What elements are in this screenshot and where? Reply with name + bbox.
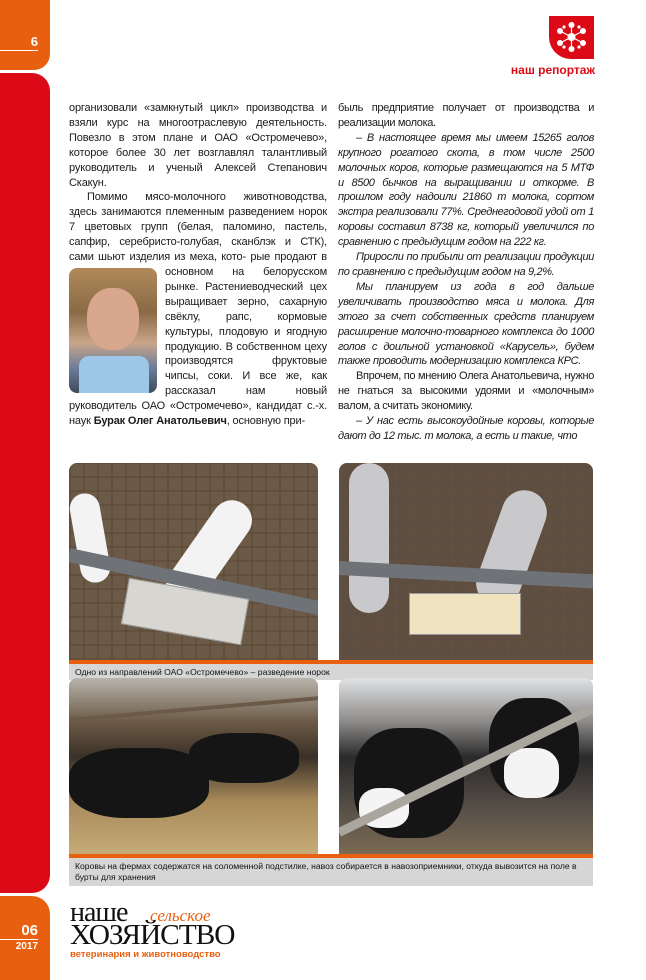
photo-caption-minks: Одно из направлений ОАО «Остромечево» – разведение норок (69, 664, 593, 680)
quote-paragraph: Мы планируем из года в год дальше увеличивать производство мяса и молока. Для этого за счет собственных средств планируем расширение молочно-товарного комплекса до 1000 голов с доильной установкой «Карусель», будем также проводить модернизацию комплекса КРС. (338, 280, 594, 368)
quote-paragraph: – В настоящее время мы имеем 15265 голов крупного рогатого скота, в том числе 2500 молочных коров, которые размещаются на 5 МТФ и 8500 бычков на выращивании и откорме. В прошлом году надоили 21860 т молока, сортом экстра реализовали 77%. Среднегодовой удой от 1 коровы составил 8738 кг, который увеличился по сравнению с предыдущим годом на 222 кг. (338, 131, 594, 249)
portrait-shirt (79, 356, 149, 393)
photo-grey-minks (339, 463, 593, 660)
article-column-right (338, 101, 594, 444)
issue-year: 2017 (15, 941, 38, 952)
snowflake-flower-icon (549, 16, 594, 59)
mink (349, 463, 389, 613)
side-band-red (0, 73, 50, 893)
page-number: 6 (0, 34, 38, 51)
photo-cows-standing (339, 678, 593, 854)
quote-paragraph: Приросли по прибыли от реализации продукции по сравнению с предыдущим годом на 9,2%. (338, 251, 594, 278)
director-name: Бурак Олег Анатольевич (93, 415, 227, 428)
rubric-logo (549, 16, 594, 59)
mink (69, 491, 113, 585)
paragraph: организовали «замкнутый цикл» производства и взяли курс на многоотраслевую деятельность. Повезло в этом плане и ОАО «Остромечево», которое более 30 лет возглавлял талантливый руководитель и ученый Алексей Степанович Скакун. (69, 102, 327, 189)
magazine-masthead (70, 897, 235, 960)
cow (69, 748, 209, 818)
paragraph: Впрочем, по мнению Олега Анатольевича, нужно не гнаться за высокими удоями и «молочным» валом, а считать экономику. (338, 370, 594, 413)
rubric-label: наш репортаж (510, 63, 595, 77)
issue-info (0, 922, 36, 952)
quote-paragraph: – У нас есть высокоудойные коровы, которые дают до 12 тыс. т молока, а есть и такие, что (338, 415, 594, 442)
paragraph-text: рые продают в основном на белорусском рынке. Растениеводческий цех выращивает зерно, сахарную свёклу, рапс, кормовые культуры, плодовую и ягодную продукцию. В собственном цеху производятся фруктовые чипсы, соки. И все же, как рассказал нам новый руководитель ОАО «Остромечево», кандидат с.-х. наук (69, 251, 328, 428)
issue-number: 06 (0, 922, 38, 940)
cow (189, 733, 299, 783)
portrait-face (87, 288, 139, 350)
paragraph-text: Помимо мясо-молочного животноводства, здесь занимаются племенным разведением норок 7 цветовых групп (белая, паломино, пастель, сапфир, серебристо-голубая, сканблэк и СТК), сами шьют изделия из меха, кото (69, 191, 327, 264)
masthead-line2: ХОЗЯЙСТВО (70, 920, 235, 951)
masthead-line1: наше (70, 897, 128, 928)
paragraph-text: , основную при (226, 415, 302, 428)
photo-white-minks (69, 463, 318, 660)
paragraph: быль предприятие получает от производства и реализации молока. (338, 102, 594, 129)
masthead-subtitle: ветеринария и животноводство (70, 949, 221, 960)
paragraph: Помимо мясо-молочного животноводства, здесь занимаются племенным разведением норок 7 цветовых групп (белая, паломино, пастель, сапфир, серебристо-голубая, сканблэк и СТК), сами шьют изделия из меха, кото- рые продают в основном на белорусском рынке. Растениеводческий цех выращивает зерно, сахарную свёклу, рапс, кормовые культуры, плодовую и ягодную продукцию. В собственном цеху производятся фруктовые чипсы, соки. И все же, как рассказал нам новый руководитель ОАО «Остромечево», кандидат с.-х. наук Бурак Олег Анатольевич, основную при- (69, 191, 328, 428)
masthead-script: сельское (150, 906, 211, 925)
photo-caption-cows: Коровы на фермах содержатся на соломенной подстилке, навоз собирается в навозоприемники, откуда вывозится на поле в бурты для хранения (69, 858, 593, 886)
article-column-left (69, 101, 327, 429)
cow-patch (504, 748, 559, 798)
photo-cows-lying (69, 678, 318, 854)
feeder (409, 593, 521, 635)
stall-rail (69, 695, 318, 722)
director-portrait-photo (69, 268, 157, 393)
